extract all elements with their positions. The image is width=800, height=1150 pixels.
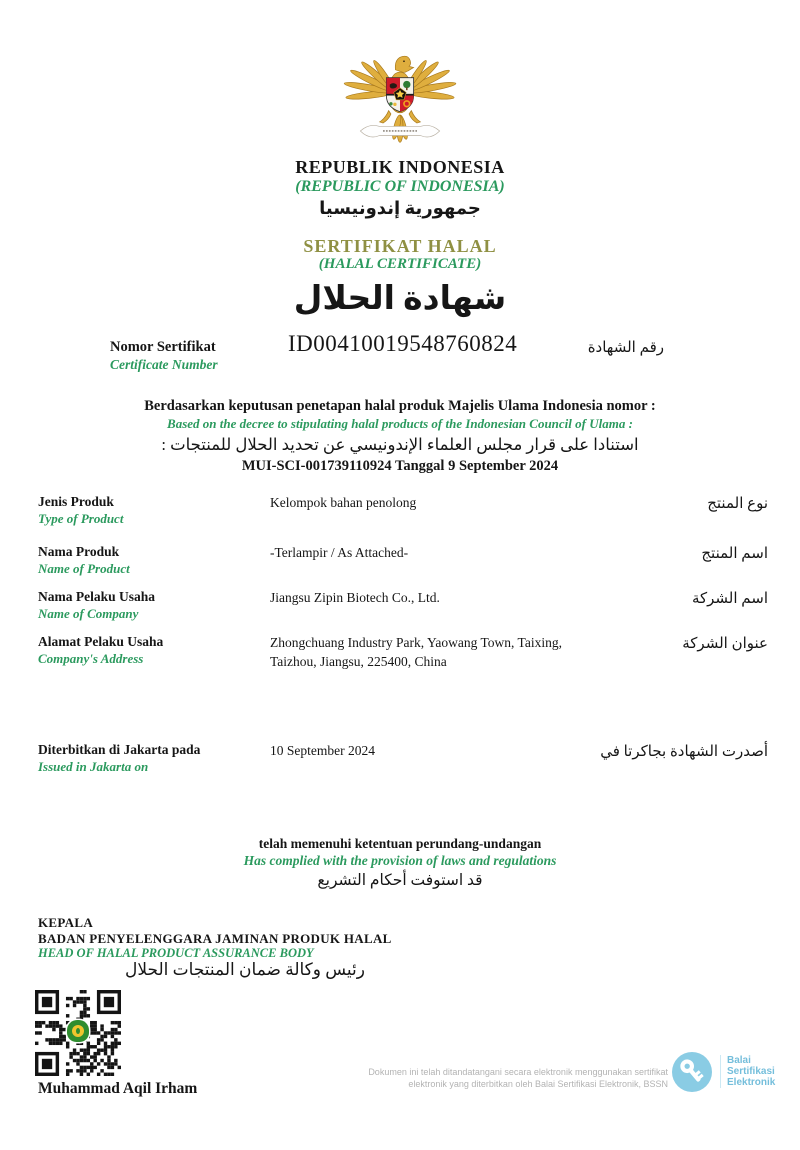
field-value: Jiangsu Zipin Biotech Co., Ltd. [270,590,440,605]
field-label-english: Name of Product [38,561,130,576]
signatory-title-block [38,915,392,962]
country-name-arabic: جمهورية إندونيسيا [319,198,481,218]
field-label [38,493,263,527]
certificate-title-indonesian: SERTIFIKAT HALAL [303,236,497,256]
disclaimer-line-2: elektronik yang diterbitkan oleh Balai Sertifikasi Elektronik, BSSN [408,1079,668,1089]
field-label [38,543,263,577]
compliance-text-arabic: قد استوفت أحكام التشريع [317,872,483,889]
field-label-indonesian: Jenis Produk [38,494,114,509]
country-name-english: (REPUBLIC OF INDONESIA) [295,178,505,195]
field-label-english: Issued in Jakarta on [38,759,149,774]
certificate-number-label-indonesian: Nomor Sertifikat [110,339,216,355]
electronic-signature-disclaimer [328,1066,668,1090]
field-value: 10 September 2024 [270,743,375,758]
field-label [38,633,263,667]
field-label-indonesian: Nama Pelaku Usaha [38,589,156,604]
certificate-number-label-arabic: رقم الشهادة [587,340,664,356]
signatory-title-english: HEAD OF HALAL PRODUCT ASSURANCE BODY [38,946,314,960]
field-label-arabic: أصدرت الشهادة بجاكرتا في [600,744,768,760]
key-icon [672,1052,712,1092]
decree-text-indonesian: Berdasarkan keputusan penetapan halal produk Majelis Ulama Indonesia nomor : [144,398,656,414]
certificate-number-label [110,338,218,374]
signatory-title-kepala: KEPALA [38,915,94,930]
field-label-arabic: نوع المنتج [707,496,768,512]
field-label-arabic: اسم الشركة [691,591,768,607]
certificate-number-value: ID00410019548760824 [288,331,518,356]
bsre-logo-block [672,1052,782,1096]
field-label-indonesian: Alamat Pelaku Usaha [38,634,164,649]
decree-text-arabic: استنادا على قرار مجلس العلماء الإندونيسي عن تحديد الحلال للمنتجات : [161,435,639,454]
field-label-arabic: عنوان الشركة [682,636,768,652]
field-label-english: Company's Address [38,651,144,666]
bsre-text-line-3: Elektronik [727,1077,776,1088]
garuda-pancasila-emblem [332,40,468,148]
signatory-title-badan: BADAN PENYELENGGARA JAMINAN PRODUK HALAL [38,930,392,946]
field-label-english: Type of Product [38,511,124,526]
field-label [38,588,263,622]
certificate-number-label-english: Certificate Number [110,357,218,372]
compliance-text-indonesian: telah memenuhi ketentuan perundang-undangan [258,836,542,851]
bsre-key-icon [672,1052,712,1092]
field-value: -Terlampir / As Attached- [270,545,409,560]
field-label-indonesian: Diterbitkan di Jakarta pada [38,742,201,757]
field-label [38,741,263,775]
decree-reference-number: MUI-SCI-001739110924 Tanggal 9 September 2024 [241,458,559,474]
certificate-title-english: (HALAL CERTIFICATE) [318,256,482,272]
country-name-indonesian: REPUBLIK INDONESIA [295,157,505,177]
field-label-arabic: اسم المنتج [701,546,768,562]
disclaimer-line-1: Dokumen ini telah ditandatangani secara elektronik menggunakan sertifikat [368,1067,668,1077]
bpjph-logo-dot [76,1028,80,1034]
field-value: Zhongchuang Industry Park, Yaowang Town, Taixing, Taizhou, Jiangsu, 225400, China [270,635,562,669]
field-label-indonesian: Nama Produk [38,544,120,559]
garuda-pancasila-emblem-svg [332,40,468,146]
compliance-statement [0,836,800,890]
bsre-logo-text [720,1055,775,1088]
bpjph-logo-icon [67,1020,89,1042]
certificate-title-arabic: شهادة الحلال [293,281,507,317]
signatory-title-arabic: رئيس وكالة ضمان المنتجات الحلال [125,960,365,979]
decree-text-english: Based on the decree to stipulating halal products of the Indonesian Council of Ulama : [167,416,633,431]
field-label-english: Name of Company [38,606,139,621]
signatory-name: Muhammad Aqil Irham [38,1080,198,1097]
bsre-text-line-2: Sertifikasi [727,1066,775,1077]
bsre-text-line-1: Balai [727,1055,751,1066]
compliance-text-english: Has complied with the provision of laws and regulations [243,853,557,868]
qr-code [35,990,121,1076]
field-value: Kelompok bahan penolong [270,495,417,510]
decree-statement [0,398,800,475]
